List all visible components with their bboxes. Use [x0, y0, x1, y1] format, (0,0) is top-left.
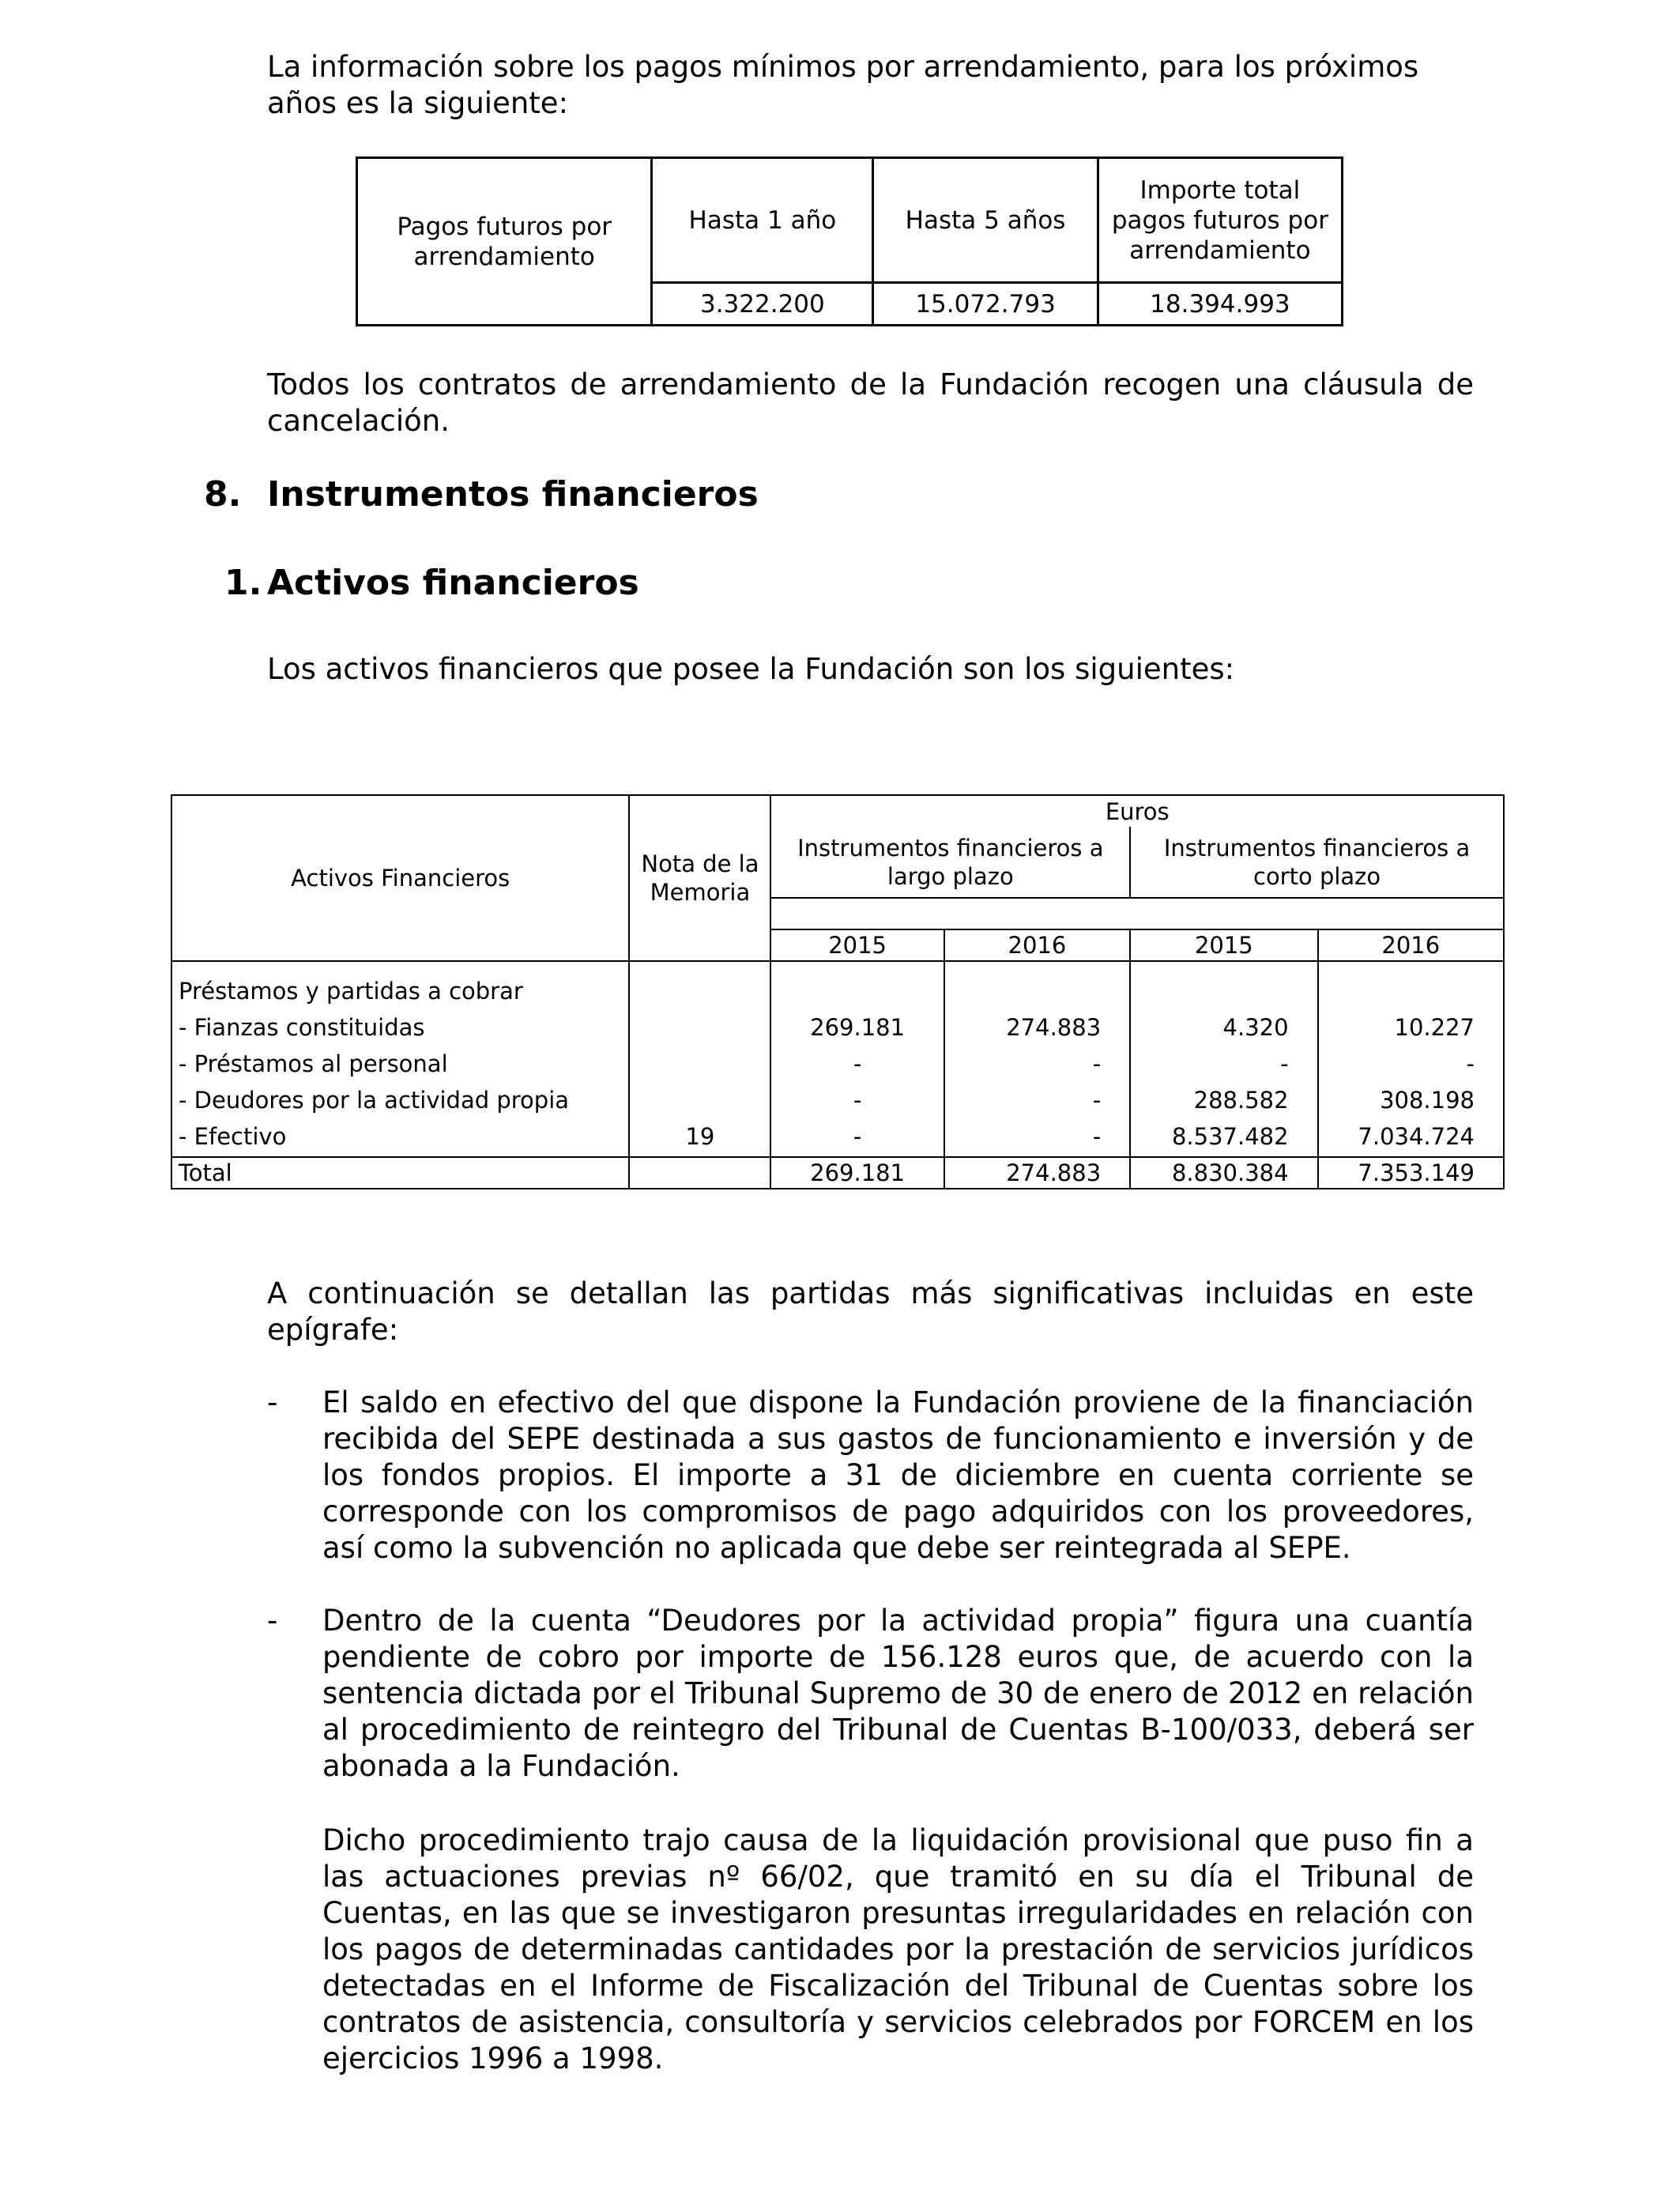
- assets-col-header: Activos Financieros: [171, 795, 629, 961]
- row-label: - Deudores por la actividad propia: [179, 1087, 570, 1114]
- col-lp-2016: [944, 961, 1130, 1157]
- lease-col-5years: Hasta 5 años: [873, 158, 1098, 283]
- section-title: Instrumentos financieros: [267, 474, 759, 515]
- total-value: 7.353.149: [1318, 1157, 1504, 1189]
- total-value: 8.830.384: [1130, 1157, 1317, 1189]
- cell-value: -: [1092, 1087, 1102, 1114]
- lease-payments-table: [356, 156, 1343, 326]
- row-labels-cell: [171, 961, 629, 1157]
- cell-value: -: [1466, 1050, 1475, 1077]
- subsection-heading: [224, 563, 639, 603]
- euros-header: Euros: [770, 795, 1504, 827]
- financial-assets-table: [171, 794, 1505, 1189]
- closing-paragraph: Dicho procedimiento trajo causa de la liquidación provisional que puso fin a las actuaciones previas nº 66/02, que tramitó en su día el Tribunal de Cuentas, en las que se investigaron presuntas irregularidades en relación con los pagos de determinadas cantidades por la prestación de servicios jurídicos detectadas en el Informe de Fiscalización del Tribunal de Cuentas sobre los contratos de asistencia, consultoría y servicios celebrados por FORCEM en los ejercicios 1996 a 1998.: [322, 1823, 1474, 2075]
- cell-value: 8.537.482: [1171, 1123, 1289, 1150]
- blank-header-row: [770, 898, 1504, 929]
- bullet-text: El saldo en efectivo del que dispone la Fundación proviene de la financiación recibida del SEPE destinada a sus gastos de funcionamiento e inversión y de los fondos propios. El importe a 31 de diciembre en cuenta corriente se corresponde con los compromisos de pago adquiridos con los proveedores, así como la subvención no aplicada que debe ser reintegrada al SEPE.: [322, 1385, 1474, 1565]
- nota-value: 19: [685, 1123, 715, 1150]
- lease-value-total: 18.394.993: [1098, 283, 1342, 326]
- nota-cell: [629, 961, 770, 1157]
- nota-col-header: Nota de la Memoria: [629, 795, 770, 961]
- cell-value: -: [1092, 1050, 1102, 1077]
- bullet-item: [267, 1385, 1474, 1566]
- year-header: 2015: [1130, 929, 1317, 961]
- year-header: 2015: [770, 929, 944, 961]
- section-heading: [204, 474, 759, 515]
- col-lp-2015: [770, 961, 944, 1157]
- lease-value-1year: 3.322.200: [652, 283, 873, 326]
- closing-paragraph-block: [267, 1823, 1474, 2077]
- cell-value: 308.198: [1380, 1087, 1475, 1114]
- subsection-title: Activos financieros: [267, 563, 639, 603]
- short-term-header: Instrumentos financieros a corto plazo: [1130, 827, 1504, 898]
- cell-value: 269.181: [810, 1014, 906, 1041]
- year-header: 2016: [944, 929, 1130, 961]
- cell-value: -: [853, 1123, 862, 1150]
- col-cp-2016: [1318, 961, 1504, 1157]
- group-label: Préstamos y partidas a cobrar: [179, 978, 523, 1005]
- row-label: - Efectivo: [179, 1123, 287, 1150]
- bullet-dash: -: [267, 1385, 278, 1419]
- cell-value: 288.582: [1193, 1087, 1289, 1114]
- row-label: - Fianzas constituidas: [179, 1014, 425, 1041]
- detail-intro-paragraph: A continuación se detallan las partidas más significativas incluidas en este epígrafe:: [267, 1276, 1474, 1347]
- total-label: Total: [171, 1157, 629, 1189]
- bullet-item: [267, 1603, 1474, 1785]
- lease-row-label: Pagos futuros por arrendamiento: [357, 158, 652, 326]
- assets-intro-paragraph: Los activos financieros que posee la Fundación son los siguientes:: [267, 652, 1235, 686]
- lease-col-total: Importe total pagos futuros por arrendamiento: [1098, 158, 1342, 283]
- section-number: 8.: [204, 474, 242, 515]
- bullet-text: Dentro de la cuenta “Deudores por la actividad propia” figura una cuantía pendiente de cobro por importe de 156.128 euros que, de acuerdo con la sentencia dictada por el Tribunal Supremo de 30 de enero de 2012 en relación al procedimiento de reintegro del Tribunal de Cuentas B-100/033, deberá ser abonada a la Fundación.: [322, 1604, 1474, 1783]
- cell-value: 10.227: [1394, 1014, 1475, 1041]
- lease-value-5years: 15.072.793: [873, 283, 1098, 326]
- cell-value: 7.034.724: [1358, 1123, 1475, 1150]
- intro-paragraph: La información sobre los pagos mínimos por arrendamiento, para los próximos años es la siguiente:: [267, 50, 1419, 120]
- cell-value: 4.320: [1222, 1014, 1289, 1041]
- total-value: 274.883: [944, 1157, 1130, 1189]
- year-header: 2016: [1318, 929, 1504, 961]
- cell-value: -: [853, 1087, 862, 1114]
- bullet-dash: -: [267, 1604, 278, 1638]
- row-label: - Préstamos al personal: [179, 1050, 448, 1077]
- subsection-number: 1.: [224, 563, 262, 603]
- col-cp-2015: [1130, 961, 1317, 1157]
- cell-value: -: [1092, 1123, 1102, 1150]
- total-value: 269.181: [770, 1157, 944, 1189]
- cell-value: -: [853, 1050, 862, 1077]
- cancellation-paragraph: Todos los contratos de arrendamiento de la Fundación recogen una cláusula de cancelación.: [267, 368, 1474, 438]
- long-term-header: Instrumentos financieros a largo plazo: [770, 827, 1130, 898]
- lease-col-1year: Hasta 1 año: [652, 158, 873, 283]
- cell-value: -: [1280, 1050, 1289, 1077]
- cell-value: 274.883: [1006, 1014, 1102, 1041]
- total-nota: [629, 1157, 770, 1189]
